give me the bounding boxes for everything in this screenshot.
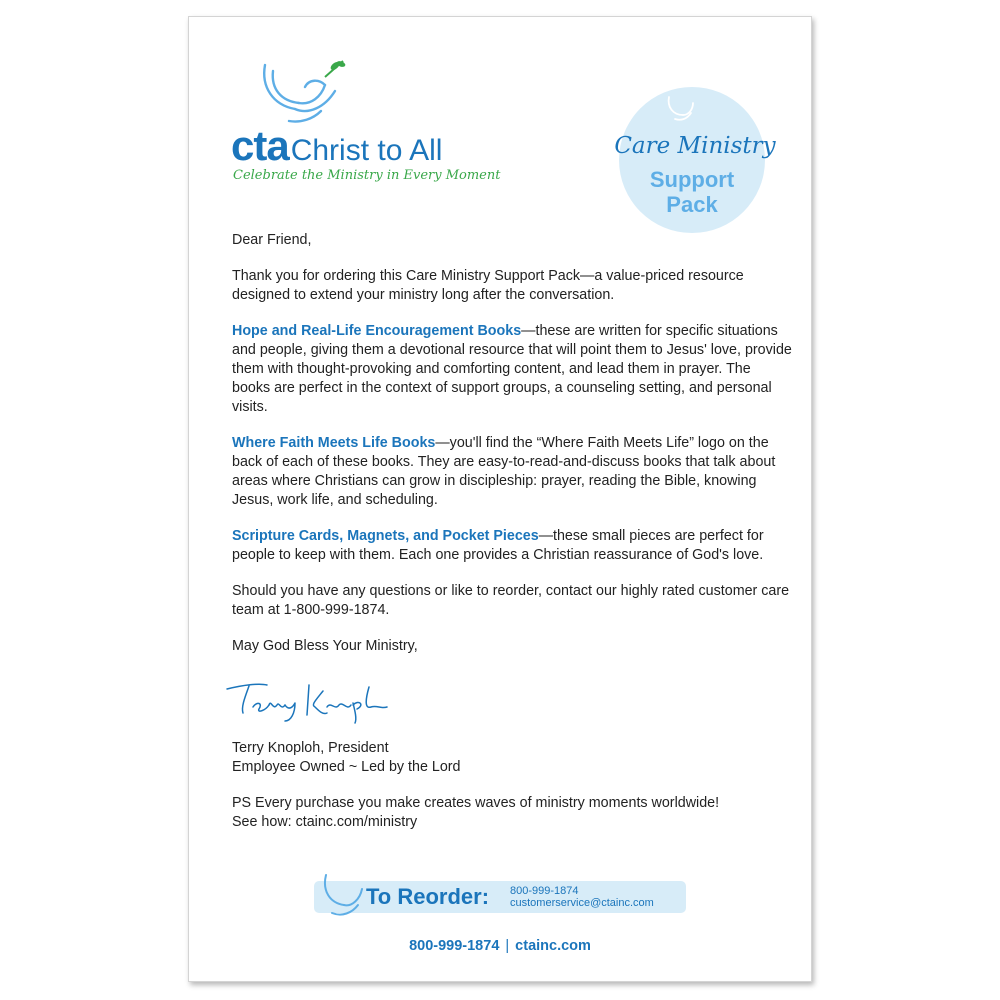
greeting: Dear Friend, xyxy=(232,232,312,248)
signer-block xyxy=(232,739,792,777)
reorder-contact xyxy=(510,885,654,909)
logo-name: Christ to All xyxy=(290,134,443,167)
footer-phone[interactable]: 800-999-1874 xyxy=(409,938,500,954)
signer-name: Terry Knoploh, President xyxy=(232,740,389,756)
intro-paragraph: Thank you for ordering this Care Ministry Support Pack—a value-priced resource designed to extend your ministry long after the conversation. xyxy=(232,268,744,303)
section-heading: Where Faith Meets Life Books xyxy=(232,435,436,451)
section-text: —you'll find the “Where Faith Meets Life” logo on the back of each of these books. They are easy-to-read-and-discuss books that talk about areas where Christians can grow in discipleship: prayer, reading the Bible, knowing Jesus, work life, and scheduling. xyxy=(232,435,776,508)
reorder-dove-icon xyxy=(320,871,364,919)
letter-sheet xyxy=(188,16,812,982)
ps-line-2: See how: ctainc.com/ministry xyxy=(232,814,418,830)
badge-subtitle: Support xyxy=(649,167,735,192)
section-heading: Hope and Real-Life Encouragement Books xyxy=(232,323,522,339)
cta-logo xyxy=(229,57,501,197)
signature xyxy=(223,677,393,727)
postscript xyxy=(232,794,792,832)
section-paragraph xyxy=(232,322,792,417)
logo-wordmark xyxy=(231,122,443,169)
reorder-label: To Reorder: xyxy=(366,884,490,909)
closing: May God Bless Your Ministry, xyxy=(232,638,418,654)
ps-line-1: PS Every purchase you make creates waves of ministry moments worldwide! xyxy=(232,795,720,811)
badge-subtitle-2: Pack xyxy=(666,192,718,217)
care-ministry-badge xyxy=(614,87,776,233)
section-text: —these small pieces are perfect for people to keep with them. Each one provides a Christian reassurance of God's love. xyxy=(232,528,764,563)
dove-logo-icon xyxy=(259,57,349,127)
signature-block xyxy=(232,739,792,849)
section-paragraph xyxy=(232,527,792,565)
badge-dove-icon xyxy=(665,93,695,123)
questions-paragraph: Should you have any questions or like to reorder, contact our highly rated customer care team at 1-800-999-1874. xyxy=(232,583,790,618)
badge-title: Care Ministry xyxy=(614,133,776,159)
logo-abbr: cta xyxy=(231,122,289,169)
reorder-email[interactable]: customerservice@ctainc.com xyxy=(510,897,654,909)
footer-separator: | xyxy=(505,938,510,954)
section-text: —these are written for specific situations and people, giving them a devotional resource that will point them to Jesus' love, provide them with thought-provoking and comforting content, and lead them in prayer. The books are perfect in the context of support groups, a counseling setting, and personal visits. xyxy=(232,323,792,415)
letter-body xyxy=(232,231,792,673)
company-motto: Employee Owned ~ Led by the Lord xyxy=(232,759,461,775)
section-heading: Scripture Cards, Magnets, and Pocket Pieces xyxy=(232,528,539,544)
reorder-banner xyxy=(314,881,686,913)
footer-website[interactable]: ctainc.com xyxy=(515,938,591,954)
logo-tagline: Celebrate the Ministry in Every Moment xyxy=(233,168,501,183)
section-paragraph xyxy=(232,434,792,510)
footer-contact xyxy=(189,938,811,954)
reorder-phone[interactable]: 800-999-1874 xyxy=(510,885,579,897)
